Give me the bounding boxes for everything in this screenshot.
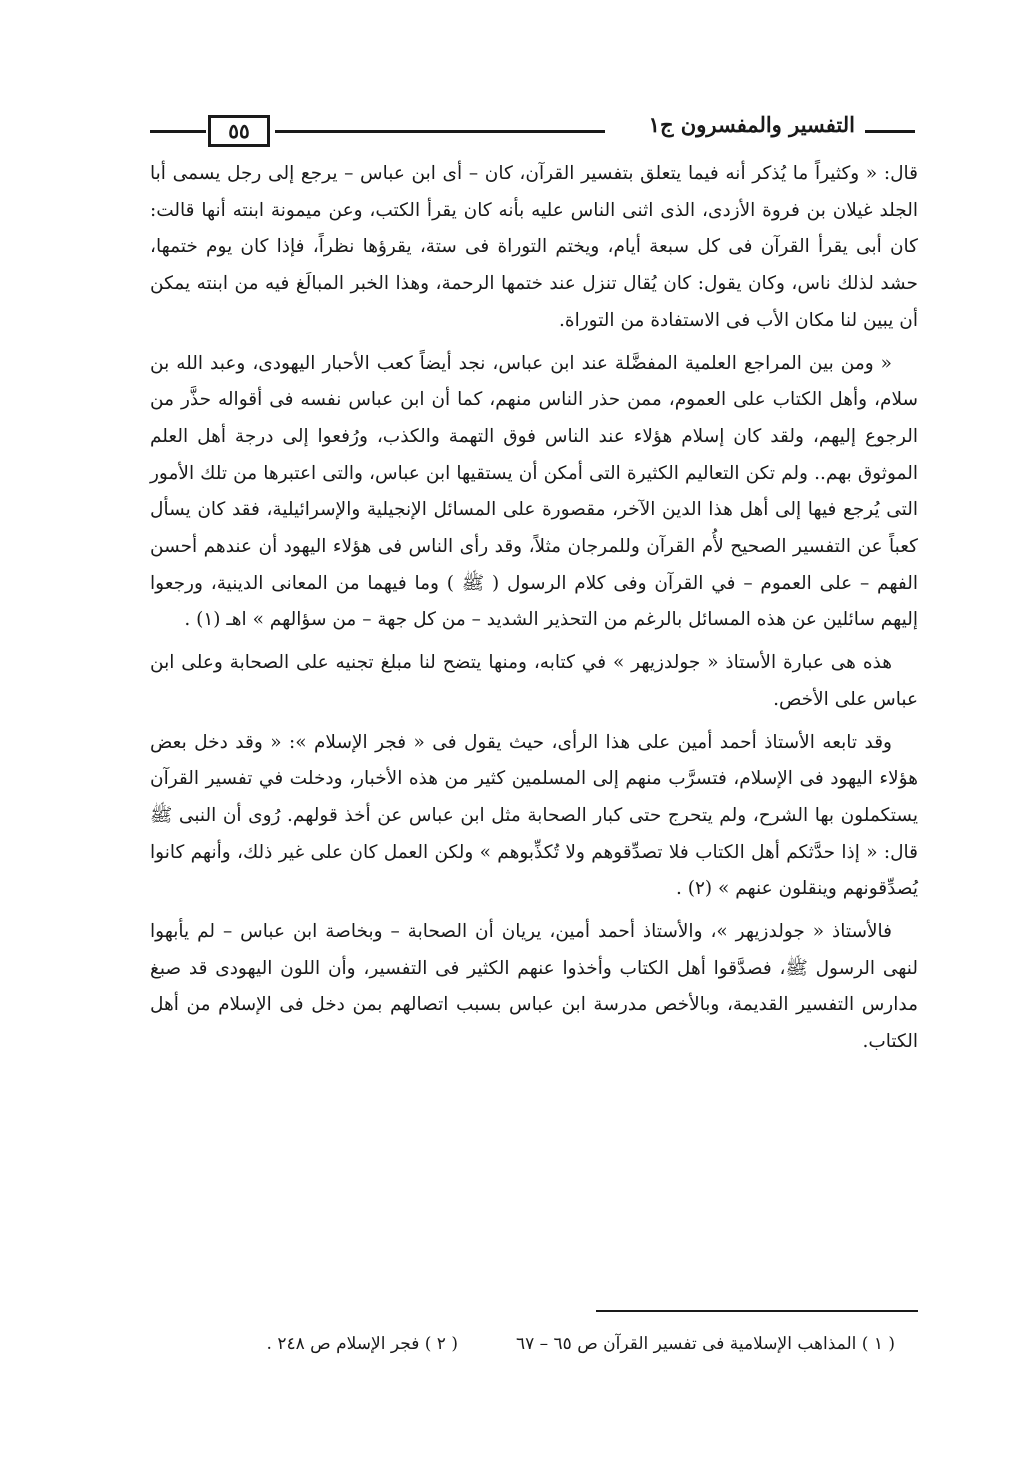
paragraph: « ومن بين المراجع العلمية المفضَّلة عند ابن عباس، نجد أيضاً كعب الأحبار اليهودى، وعبد الله بن سلام، وأهل الكتاب على العموم، ممن حذر الناس منهم، كما أن ابن عباس نفسه فى أقواله حذَّر من الرجوع إليهم، ولقد كان إسلام هؤلاء عند الناس فوق التهمة والكذب، ورُفعوا إلى درجة أهل العلم الموثوق بهم.. ولم تكن التعاليم الكثيرة التى أمكن أن يستقيها ابن عباس، والتى اعتبرها من تلك الأمور التى يُرجع فيها إلى أهل هذا الدين الآخر، مقصورة على المسائل الإنجيلية والإسرائيلية، فقد كان يسأل كعباً عن التفسير الصحيح لأُم القرآن وللمرجان مثلاً، وقد رأى الناس فى هؤلاء اليهود أن عندهم أحسن الفهم – على العموم – في القرآن وفى كلام الرسول ( ﷺ ) وما فيهما من المعانى الدينية، ورجعوا إليهم سائلين عن هذه المسائل بالرغم من التحذير الشديد – من كل جهة – من سؤالهم » اهـ (١) .: [150, 352, 918, 631]
paragraph: وقد تابعه الأستاذ أحمد أمين على هذا الرأى، حيث يقول فى « فجر الإسلام »: « وقد دخل بعض هؤلاء اليهود فى الإسلام، فتسرَّب منهم إلى المسلمين كثير من هذه الأخبار، ودخلت في تفسير القرآن يستكملون بها الشرح، ولم يتحرج حتى كبار الصحابة مثل ابن عباس عن أخذ قولهم. رُوى أن النبى ﷺ قال: « إذا حدَّثكم أهل الكتاب فلا تصدِّقوهم ولا تُكذِّبوهم » ولكن العمل كان على غير ذلك، وأنهم كانوا يُصدِّقونهم وينقلون عنهم » (٢) .: [150, 731, 918, 900]
footnote-2: ( ٢ ) فجر الإسلام ص ٢٤٨ .: [266, 1334, 458, 1354]
page-number: ٥٥: [208, 115, 270, 147]
main-text: [150, 156, 918, 1067]
header-rule: [275, 130, 605, 133]
paragraph: فالأستاذ « جولدزيهر »، والأستاذ أحمد أمين، يريان أن الصحابة – وبخاصة ابن عباس – لم يأبهوا لنهى الرسول ﷺ، فصدَّقوا أهل الكتاب وأخذوا عنهم الكثير فى التفسير، وأن اللون اليهودى قد صبغ مدارس التفسير القديمة، وبالأخص مدرسة ابن عباس بسبب اتصالهم بمن دخل فى الإسلام من أهل الكتاب.: [150, 921, 918, 1053]
footnotes: [150, 1328, 895, 1360]
page-header: [150, 112, 915, 152]
running-title: التفسير والمفسرون ج١: [645, 112, 859, 137]
footnote-1: ( ١ ) المذاهب الإسلامية فى تفسير القرآن ص ٦٥ – ٦٧: [515, 1334, 895, 1354]
paragraph: هذه هى عبارة الأستاذ « جولدزيهر » في كتابه، ومنها يتضح لنا مبلغ تجنيه على الصحابة وعلى ابن عباس على الأخص.: [150, 652, 918, 710]
footnote-separator: [596, 1310, 918, 1312]
header-rule: [150, 130, 206, 133]
header-rule: [865, 130, 915, 133]
paragraph: قال: « وكثيراً ما يُذكر أنه فيما يتعلق بتفسير القرآن، كان – أى ابن عباس – يرجع إلى رجل يسمى أبا الجلد غيلان بن فروة الأزدى، الذى اثنى الناس عليه بأنه كان يقرأ الكتب، وعن ميمونة ابنته أنها قالت: كان أبى يقرأ القرآن فى كل سبعة أيام، ويختم التوراة فى ستة، يقرؤها نظراً، فإذا كان يوم ختمها، حشد لذلك ناس، وكان يقول: كان يُقال تنزل عند ختمها الرحمة، وهذا الخبر المبالَغ فيه من ابنته يمكن أن يبين لنا مكان الأب فى الاستفادة من التوراة.: [150, 163, 918, 331]
